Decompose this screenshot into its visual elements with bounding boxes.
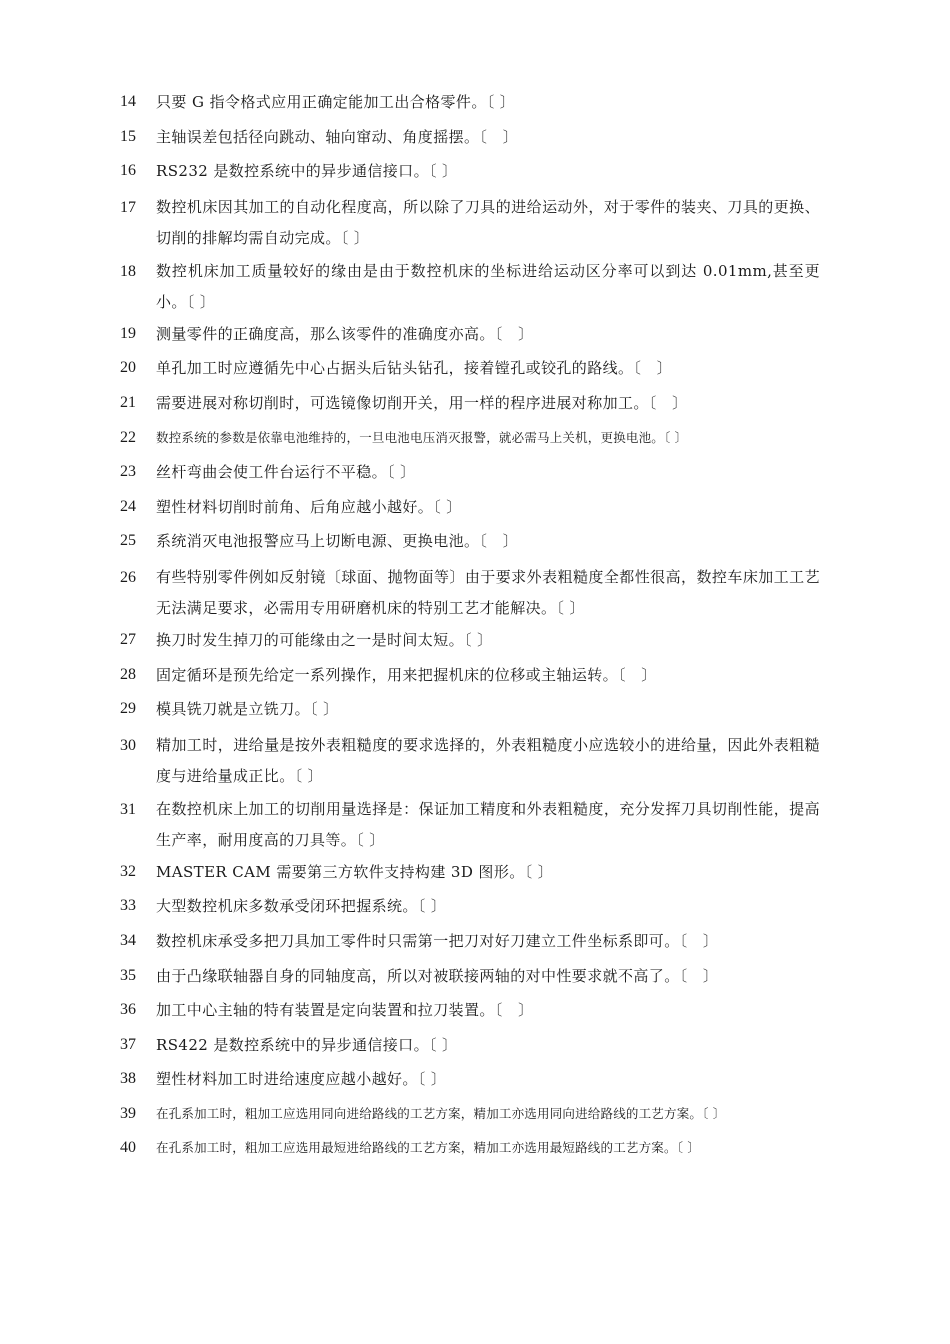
question-item (0, 157, 950, 192)
question-number: 26 (120, 568, 136, 586)
question-item (0, 996, 950, 1031)
question-number: 33 (120, 897, 136, 915)
question-text: 单孔加工时应遵循先中心占据头后钻头钻孔，接着镗孔或铰孔的路线。〔 〕 (156, 359, 673, 378)
question-number: 40 (120, 1139, 136, 1157)
question-number: 14 (120, 93, 136, 110)
question-number: 30 (120, 736, 136, 754)
question-text: 加工中心主轴的特有装置是定向装置和拉刀装置。〔 〕 (156, 1001, 534, 1020)
question-number: 35 (120, 966, 136, 984)
question-item (0, 892, 950, 927)
question-item (0, 858, 950, 893)
question-number: 27 (120, 630, 136, 648)
question-number: 32 (120, 862, 136, 880)
question-item (0, 1031, 950, 1066)
question-text: 模具铣刀就是立铣刀。〔 〕 (156, 700, 339, 719)
question-text: 在数控机床上加工的切削用量选择是：保证加工精度和外表粗糙度，充分发挥刀具切削性能，提高生产率，耐用度高的刀具等。〔 〕 (156, 799, 820, 849)
question-number: 20 (120, 359, 136, 377)
question-number: 18 (120, 262, 136, 280)
question-item (0, 493, 950, 528)
question-item (0, 562, 950, 626)
question-text: 大型数控机床多数承受闭环把握系统。〔 〕 (156, 897, 447, 916)
question-text: 数控机床因其加工的自动化程度高，所以除了刀具的进给运动外，对于零件的装夹、刀具的更换、切削的排解均需自动完成。〔 〕 (156, 197, 820, 247)
question-text: 需要进展对称切削时，可选镜像切削开关，用一样的程序进展对称加工。〔 〕 (156, 393, 688, 412)
question-number: 34 (120, 931, 136, 949)
question-text: RS422 是数控系统中的异步通信接口。〔 〕 (156, 1035, 458, 1054)
question-text: 主轴误差包括径向跳动、轴向窜动、角度摇摆。〔 〕 (156, 127, 519, 146)
question-number: 19 (120, 324, 136, 342)
question-number: 17 (120, 198, 136, 216)
question-item (0, 192, 950, 256)
question-text: 由于凸缘联轴器自身的同轴度高，所以对被联接两轴的对中性要求就不高了。〔 〕 (156, 966, 719, 985)
question-text: 精加工时，进给量是按外表粗糙度的要求选择的，外表粗糙度小应选较小的进给量，因此外表粗糙度与进给量成正比。〔 〕 (156, 735, 820, 785)
question-text: 丝杆弯曲会使工件台运行不平稳。〔 〕 (156, 463, 416, 482)
question-text: 数控系统的参数是依靠电池维持的，一旦电池电压消灭报警，就必需马上关机，更换电池。〔 〕 (156, 429, 688, 445)
question-list (0, 88, 950, 1169)
question-item (0, 730, 950, 794)
question-number: 25 (120, 532, 136, 550)
question-item (0, 1100, 950, 1135)
question-text: 在孔系加工时，粗加工应选用最短进给路线的工艺方案，精加工亦选用最短路线的工艺方案。〔 〕 (156, 1140, 701, 1156)
question-number: 24 (120, 497, 136, 515)
question-item (0, 88, 950, 123)
question-number: 22 (120, 428, 136, 446)
question-text: 测量零件的正确度高，那么该零件的准确度亦高。〔 〕 (156, 324, 534, 343)
question-number: 31 (120, 800, 136, 818)
question-text: MASTER CAM 需要第三方软件支持构建 3D 图形。〔 〕 (156, 862, 554, 881)
question-item (0, 256, 950, 320)
question-item (0, 661, 950, 696)
question-number: 36 (120, 1001, 136, 1019)
question-item (0, 962, 950, 997)
question-number: 16 (120, 162, 136, 180)
question-item (0, 527, 950, 562)
question-text: 只要 G 指令格式应用正确定能加工出合格零件。〔 〕 (156, 93, 516, 111)
question-text: 系统消灭电池报警应马上切断电源、更换电池。〔 〕 (156, 532, 519, 551)
question-text: 塑性材料切削时前角、后角应越小越好。〔 〕 (156, 497, 462, 516)
question-item (0, 320, 950, 355)
question-item (0, 794, 950, 858)
question-text: 数控机床承受多把刀具加工零件时只需第一把刀对好刀建立工件坐标系即可。〔 〕 (156, 931, 719, 950)
question-text: 有些特别零件例如反射镜〔球面、抛物面等〕由于要求外表粗糙度全都性很高，数控车床加工工艺无法满足要求，必需用专用研磨机床的特别工艺才能解决。〔 〕 (156, 567, 820, 617)
question-number: 39 (120, 1104, 136, 1122)
question-number: 37 (120, 1035, 136, 1053)
question-item (0, 123, 950, 158)
question-item (0, 424, 950, 459)
question-item (0, 389, 950, 424)
question-item (0, 626, 950, 661)
question-text: 在孔系加工时，粗加工应选用同向进给路线的工艺方案，精加工亦选用同向进给路线的工艺方案。〔 〕 (156, 1105, 726, 1121)
question-text: 换刀时发生掉刀的可能缘由之一是时间太短。〔 〕 (156, 630, 493, 649)
question-item (0, 354, 950, 389)
question-item (0, 1134, 950, 1169)
question-number: 23 (120, 463, 136, 481)
question-text: 塑性材料加工时进给速度应越小越好。〔 〕 (156, 1070, 447, 1089)
question-number: 38 (120, 1070, 136, 1088)
question-item (0, 927, 950, 962)
question-number: 29 (120, 700, 136, 718)
question-item (0, 458, 950, 493)
question-item (0, 695, 950, 730)
question-number: 21 (120, 393, 136, 411)
question-text: 数控机床加工质量较好的缘由是由于数控机床的坐标进给运动区分率可以到达 0.01mm,甚至更小。〔 〕 (156, 261, 820, 311)
question-number: 15 (120, 127, 136, 145)
question-number: 28 (120, 665, 136, 683)
question-text: RS232 是数控系统中的异步通信接口。〔 〕 (156, 162, 458, 181)
question-item (0, 1065, 950, 1100)
question-text: 固定循环是预先给定一系列操作，用来把握机床的位移或主轴运转。〔 〕 (156, 665, 657, 684)
